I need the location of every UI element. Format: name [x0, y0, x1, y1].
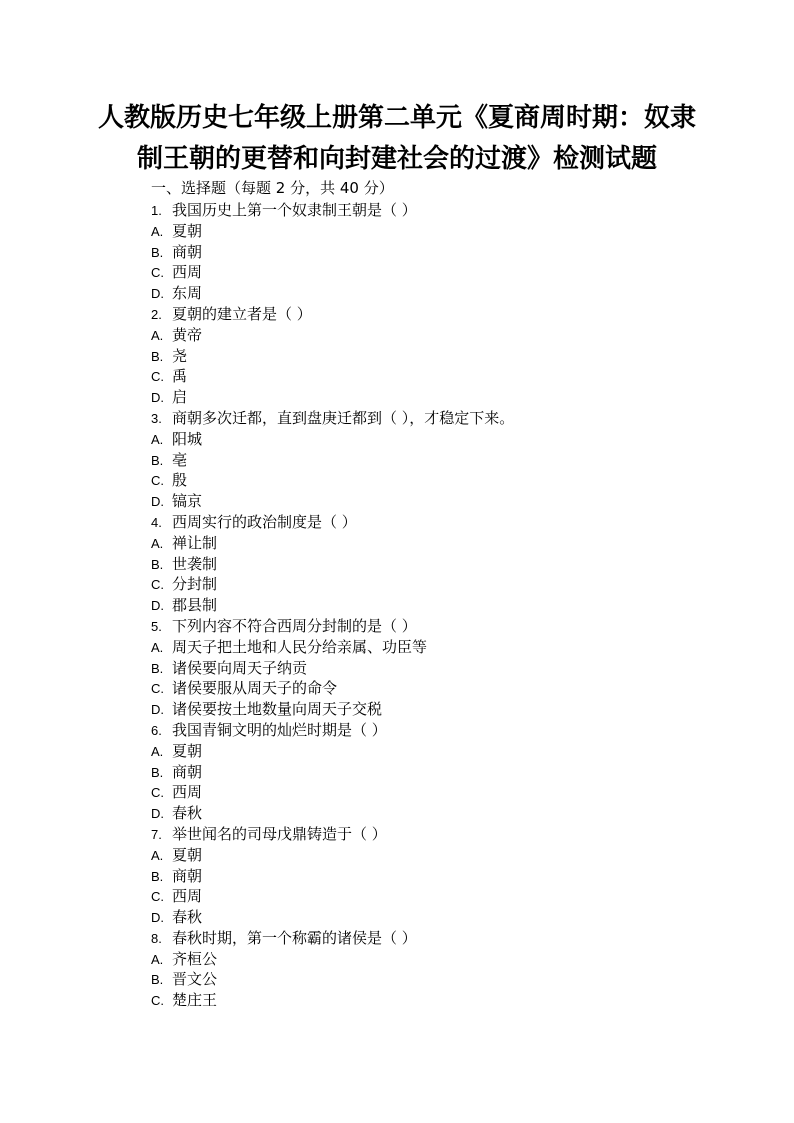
- option-text: 夏朝: [172, 221, 203, 240]
- option-letter: C.: [151, 681, 164, 697]
- option-text: 西周: [172, 887, 203, 906]
- option-8-a: [151, 949, 711, 970]
- question-number: 7.: [151, 826, 162, 842]
- option-text: 东周: [172, 284, 203, 303]
- option-text: 郡县制: [172, 596, 218, 615]
- option-text: 春秋: [172, 908, 203, 927]
- question-number: 3.: [151, 410, 162, 426]
- question-number: 5.: [151, 618, 162, 634]
- question-number: 1.: [151, 203, 162, 218]
- question-text: 下列内容不符合西周分封制的是（ ）: [172, 616, 417, 635]
- option-text: 启: [172, 388, 188, 407]
- question-text: 我国历史上第一个奴隶制王朝是（ ）: [172, 201, 417, 219]
- option-letter: C.: [151, 785, 164, 801]
- option-5-a: [151, 637, 711, 658]
- option-3-c: [151, 470, 711, 491]
- option-7-c: [151, 886, 711, 907]
- section-heading: 一、选择题（每题 2 分，共 40 分）: [151, 179, 394, 197]
- option-text: 夏朝: [172, 741, 203, 760]
- question-4: [151, 512, 711, 533]
- option-letter: B.: [151, 348, 164, 364]
- option-2-c: [151, 366, 711, 387]
- option-letter: D.: [151, 598, 164, 614]
- option-letter: B.: [151, 660, 164, 676]
- option-letter: D.: [151, 494, 164, 510]
- question-7: [151, 824, 711, 845]
- option-4-a: [151, 533, 711, 554]
- option-1-b: [151, 242, 711, 263]
- option-text: 周天子把土地和人民分给亲属、功臣等: [172, 637, 428, 656]
- option-text: 楚庄王: [172, 991, 218, 1010]
- option-letter: B.: [151, 868, 164, 884]
- option-text: 黄帝: [172, 325, 203, 344]
- option-letter: C.: [151, 265, 164, 281]
- option-text: 西周: [172, 783, 203, 802]
- option-letter: C.: [151, 473, 164, 489]
- option-6-b: [151, 762, 711, 783]
- option-letter: B.: [151, 972, 164, 988]
- option-letter: A.: [151, 535, 164, 551]
- question-text: 春秋时期，第一个称霸的诸侯是（ ）: [172, 928, 417, 947]
- option-text: 禅让制: [172, 533, 218, 552]
- question-text: 西周实行的政治制度是（ ）: [172, 512, 357, 531]
- option-letter: B.: [151, 764, 164, 780]
- question-number: 6.: [151, 722, 162, 738]
- question-6: [151, 720, 711, 741]
- option-letter: D.: [151, 390, 164, 406]
- option-5-d: [151, 699, 711, 720]
- option-text: 商朝: [172, 762, 203, 781]
- question-2: [151, 304, 711, 325]
- option-text: 诸侯要向周天子纳贡: [172, 658, 308, 677]
- option-letter: B.: [151, 244, 164, 260]
- option-7-d: [151, 907, 711, 928]
- option-1-c: [151, 262, 711, 283]
- option-text: 诸侯要按土地数量向周天子交税: [172, 700, 383, 719]
- option-text: 尧: [172, 346, 188, 365]
- question-1: [151, 200, 711, 221]
- option-letter: C.: [151, 889, 164, 905]
- question-5: [151, 616, 711, 637]
- option-4-b: [151, 554, 711, 575]
- option-letter: D.: [151, 806, 164, 822]
- option-text: 齐桓公: [172, 949, 218, 968]
- option-letter: A.: [151, 951, 164, 967]
- option-6-a: [151, 741, 711, 762]
- option-letter: C.: [151, 369, 164, 385]
- option-text: 分封制: [172, 575, 218, 594]
- question-number: 4.: [151, 514, 162, 530]
- question-3: [151, 408, 711, 429]
- option-6-c: [151, 782, 711, 803]
- document-title-line-1: 人教版历史七年级上册第二单元《夏商周时期：奴隶: [97, 103, 696, 133]
- option-8-b: [151, 969, 711, 990]
- option-letter: A.: [151, 223, 164, 239]
- option-2-d: [151, 387, 711, 408]
- question-number: 8.: [151, 930, 162, 946]
- option-5-c: [151, 678, 711, 699]
- option-letter: D.: [151, 702, 164, 718]
- option-text: 阳城: [172, 429, 203, 448]
- option-text: 西周: [172, 263, 203, 282]
- question-text: 举世闻名的司母戊鼎铸造于（ ）: [172, 824, 387, 843]
- option-text: 商朝: [172, 242, 203, 261]
- option-7-b: [151, 866, 711, 887]
- option-text: 亳: [172, 450, 188, 469]
- option-4-d: [151, 595, 711, 616]
- option-6-d: [151, 803, 711, 824]
- option-text: 世袭制: [172, 554, 218, 573]
- option-text: 殷: [172, 471, 188, 490]
- option-letter: B.: [151, 452, 164, 468]
- option-letter: A.: [151, 431, 164, 447]
- option-letter: C.: [151, 993, 164, 1009]
- option-text: 禹: [172, 367, 188, 386]
- option-text: 春秋: [172, 804, 203, 823]
- option-letter: C.: [151, 577, 164, 593]
- option-3-d: [151, 491, 711, 512]
- option-letter: D.: [151, 910, 164, 926]
- question-text: 商朝多次迁都，直到盘庚迁都到（ ），才稳定下来。: [172, 408, 515, 427]
- document-title-line-2: 制王朝的更替和向封建社会的过渡》检测试题: [136, 144, 657, 174]
- option-3-b: [151, 450, 711, 471]
- option-letter: A.: [151, 327, 164, 343]
- option-8-c: [151, 990, 711, 1011]
- option-5-b: [151, 658, 711, 679]
- option-text: 夏朝: [172, 845, 203, 864]
- option-letter: A.: [151, 847, 164, 863]
- option-2-a: [151, 325, 711, 346]
- option-text: 诸侯要服从周天子的命令: [172, 679, 338, 698]
- option-3-a: [151, 429, 711, 450]
- option-text: 商朝: [172, 866, 203, 885]
- option-letter: D.: [151, 286, 164, 302]
- question-number: 2.: [151, 306, 162, 322]
- question-list: [151, 200, 711, 1011]
- question-text: 夏朝的建立者是（ ）: [172, 304, 312, 323]
- option-1-d: [151, 283, 711, 304]
- question-8: [151, 928, 711, 949]
- option-text: 晋文公: [172, 970, 218, 989]
- option-text: 镐京: [172, 492, 203, 511]
- option-2-b: [151, 346, 711, 367]
- option-7-a: [151, 845, 711, 866]
- option-1-a: [151, 221, 711, 242]
- option-letter: A.: [151, 639, 164, 655]
- option-letter: A.: [151, 743, 164, 759]
- option-letter: B.: [151, 556, 164, 572]
- question-text: 我国青铜文明的灿烂时期是（ ）: [172, 720, 387, 739]
- option-4-c: [151, 574, 711, 595]
